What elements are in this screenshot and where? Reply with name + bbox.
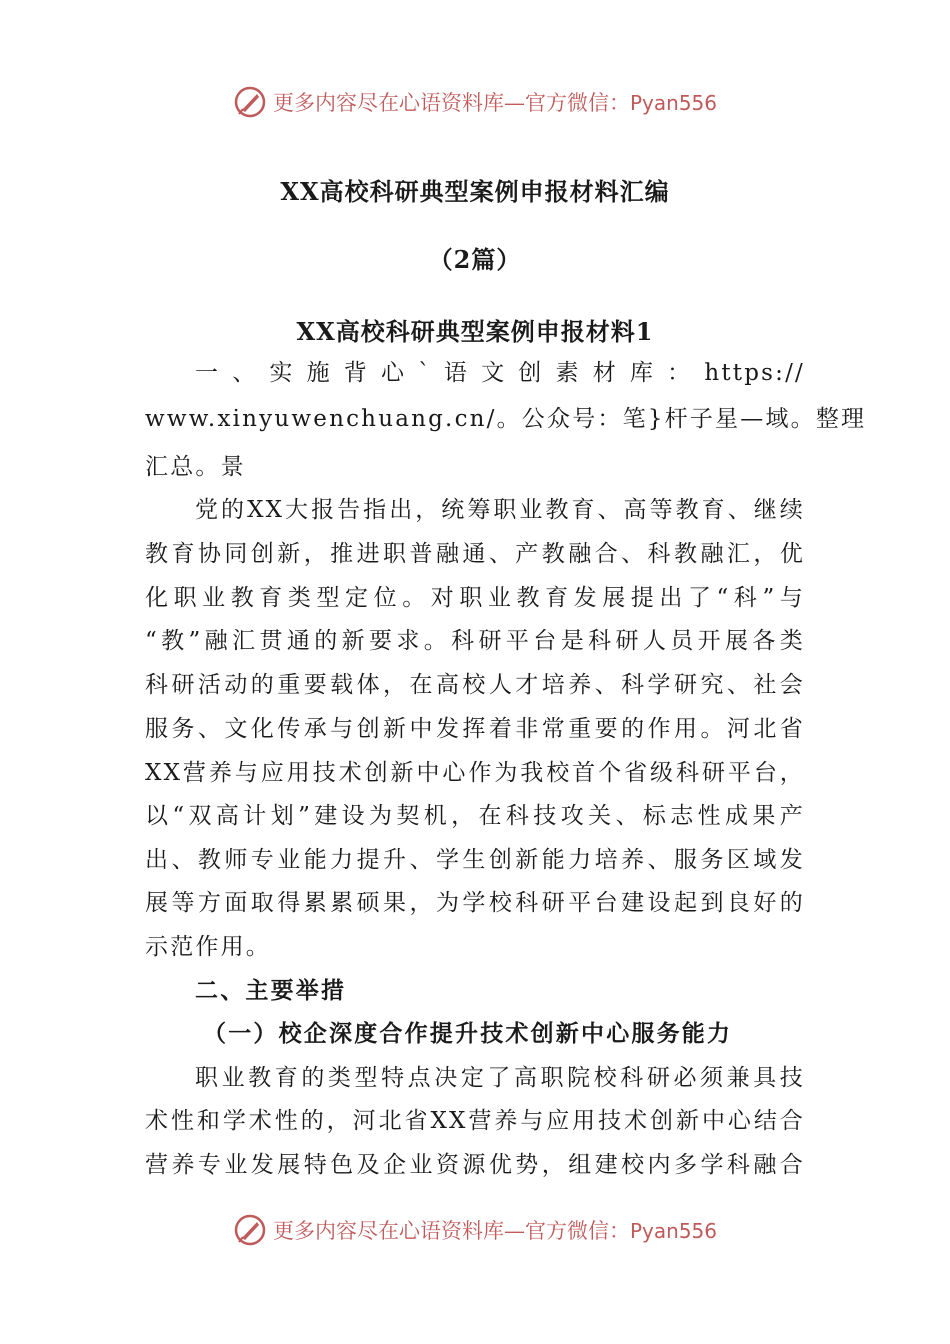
body-line: 化职业教育类型定位。对职业教育发展提出了“科”与 xyxy=(145,585,805,611)
document-subtitle: XX高校科研典型案例申报材料1 xyxy=(296,317,654,346)
body-line: 以“双高计划”建设为契机，在科技攻关、标志性成果产 xyxy=(145,803,805,829)
body-line: 汇总。景 xyxy=(145,454,246,480)
body-line: 服务、文化传承与创新中发挥着非常重要的作用。河北省 xyxy=(145,716,805,742)
watermark-text: 更多内容尽在心语资料库—官方微信： xyxy=(272,91,630,115)
quill-logo-icon xyxy=(233,85,267,119)
body-line: 职业教育的类型特点决定了高职院校科研必须兼具技 xyxy=(195,1065,805,1091)
document-title: XX高校科研典型案例申报材料汇编 xyxy=(280,177,670,206)
watermark-text: 更多内容尽在心语资料库—官方微信： xyxy=(272,1219,630,1243)
header-watermark xyxy=(0,82,950,122)
quill-logo-icon xyxy=(233,1213,267,1247)
footer-watermark xyxy=(0,1210,950,1250)
body-line: 党的XX大报告指出，统筹职业教育、高等教育、继续 xyxy=(195,497,805,523)
body-line: 营养专业发展特色及企业资源优势，组建校内多学科融合 xyxy=(145,1152,805,1178)
body-line: 术性和学术性的，河北省XX营养与应用技术创新中心结合 xyxy=(145,1108,805,1134)
section-heading: 二、主要举措 xyxy=(195,977,347,1004)
body-line: XX营养与应用技术创新中心作为我校首个省级科研平台， xyxy=(145,760,805,786)
watermark-wechat-id: Pyan556 xyxy=(629,91,717,115)
body-line: “教”融汇贯通的新要求。科研平台是科研人员开展各类 xyxy=(145,628,805,654)
body-line: 科研活动的重要载体，在高校人才培养、科学研究、社会 xyxy=(145,672,805,698)
watermark-wechat-id: Pyan556 xyxy=(629,1219,717,1243)
body-line: www.xinyuwenchuang.cn/。公众号：笔}杆子星—域。整理 xyxy=(145,406,867,432)
body-line: 示范作用。 xyxy=(145,934,271,960)
subsection-heading: （一）校企深度合作提升技术创新中心服务能力 xyxy=(203,1020,733,1047)
body-line: 展等方面取得累累硕果，为学校科研平台建设起到良好的 xyxy=(145,890,805,916)
body-line: 一、实施背心`语文创素材库：https:// xyxy=(195,360,805,386)
document-count: （2篇） xyxy=(428,245,522,274)
body-line: 出、教师专业能力提升、学生创新能力培养、服务区域发 xyxy=(145,847,805,873)
body-line: 教育协同创新，推进职普融通、产教融合、科教融汇，优 xyxy=(145,541,805,567)
